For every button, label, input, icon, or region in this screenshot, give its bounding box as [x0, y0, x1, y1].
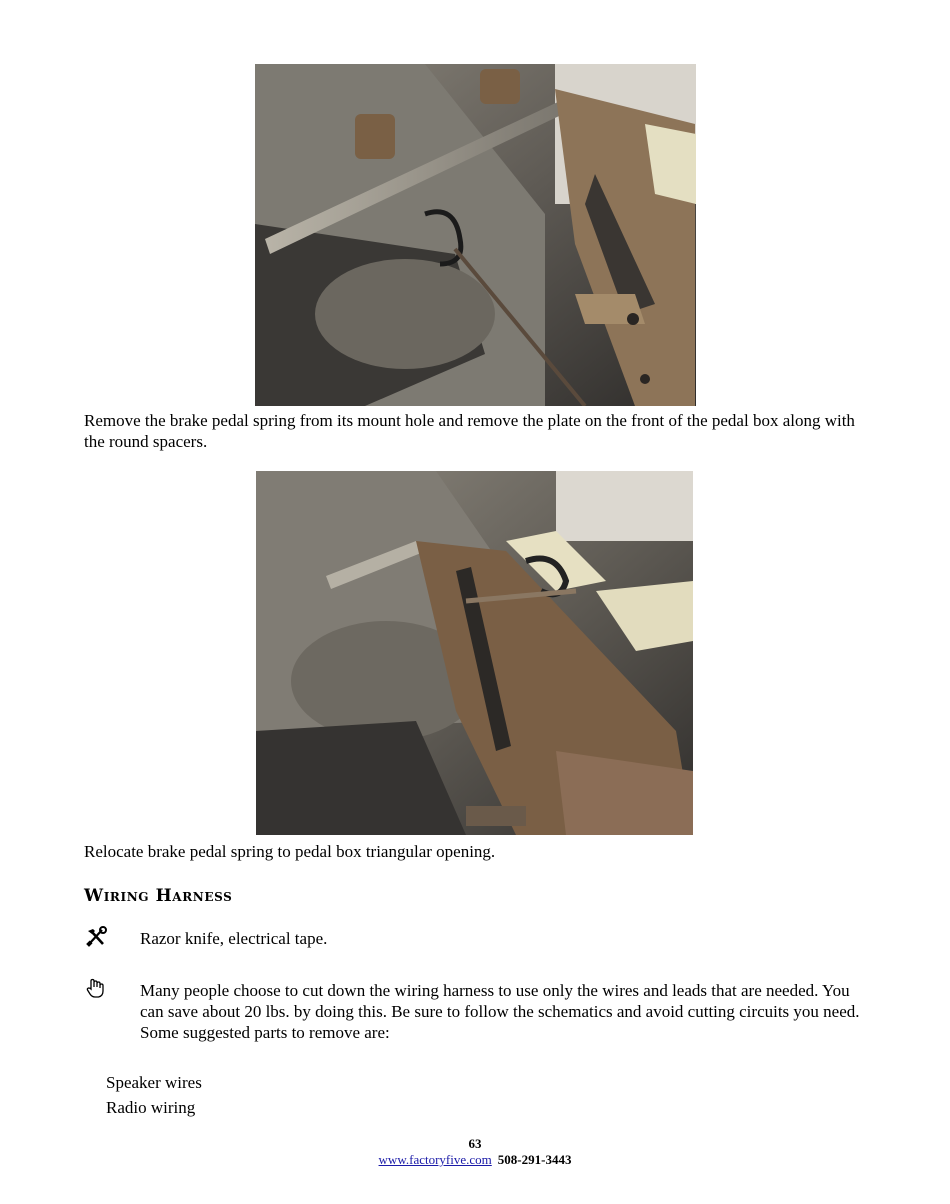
- page-footer: [0, 1136, 950, 1168]
- parts-to-remove-list: [106, 1070, 202, 1120]
- page-number: 63: [468, 1136, 482, 1151]
- section-heading: Wiring Harness: [84, 886, 233, 906]
- photo-brake-spring-relocation: [256, 471, 693, 835]
- caption-relocate-spring: Relocate brake pedal spring to pedal box triangular opening.: [84, 842, 496, 861]
- photo-brake-spring-removal: [255, 64, 696, 406]
- hand-pointer-icon: [84, 976, 108, 1000]
- tools-required-text: Razor knife, electrical tape.: [140, 929, 328, 948]
- list-item: Speaker wires: [106, 1073, 202, 1092]
- tools-icon: [84, 926, 108, 950]
- caption-remove-spring: Remove the brake pedal spring from its mount hole and remove the plate on the front of the pedal box along with the round spacers.: [84, 411, 855, 451]
- phone-number: 508-291-3443: [497, 1152, 572, 1167]
- wiring-tip-text: Many people choose to cut down the wiring harness to use only the wires and leads that are needed. You can save about 20 lbs. by doing this. Be sure to follow the schematics and avoid cutting circuits you need. Some suggested parts to remove are:: [140, 981, 860, 1042]
- footer-contact: [0, 1152, 950, 1168]
- list-item: Radio wiring: [106, 1098, 196, 1117]
- website-link[interactable]: www.factoryfive.com: [378, 1152, 492, 1167]
